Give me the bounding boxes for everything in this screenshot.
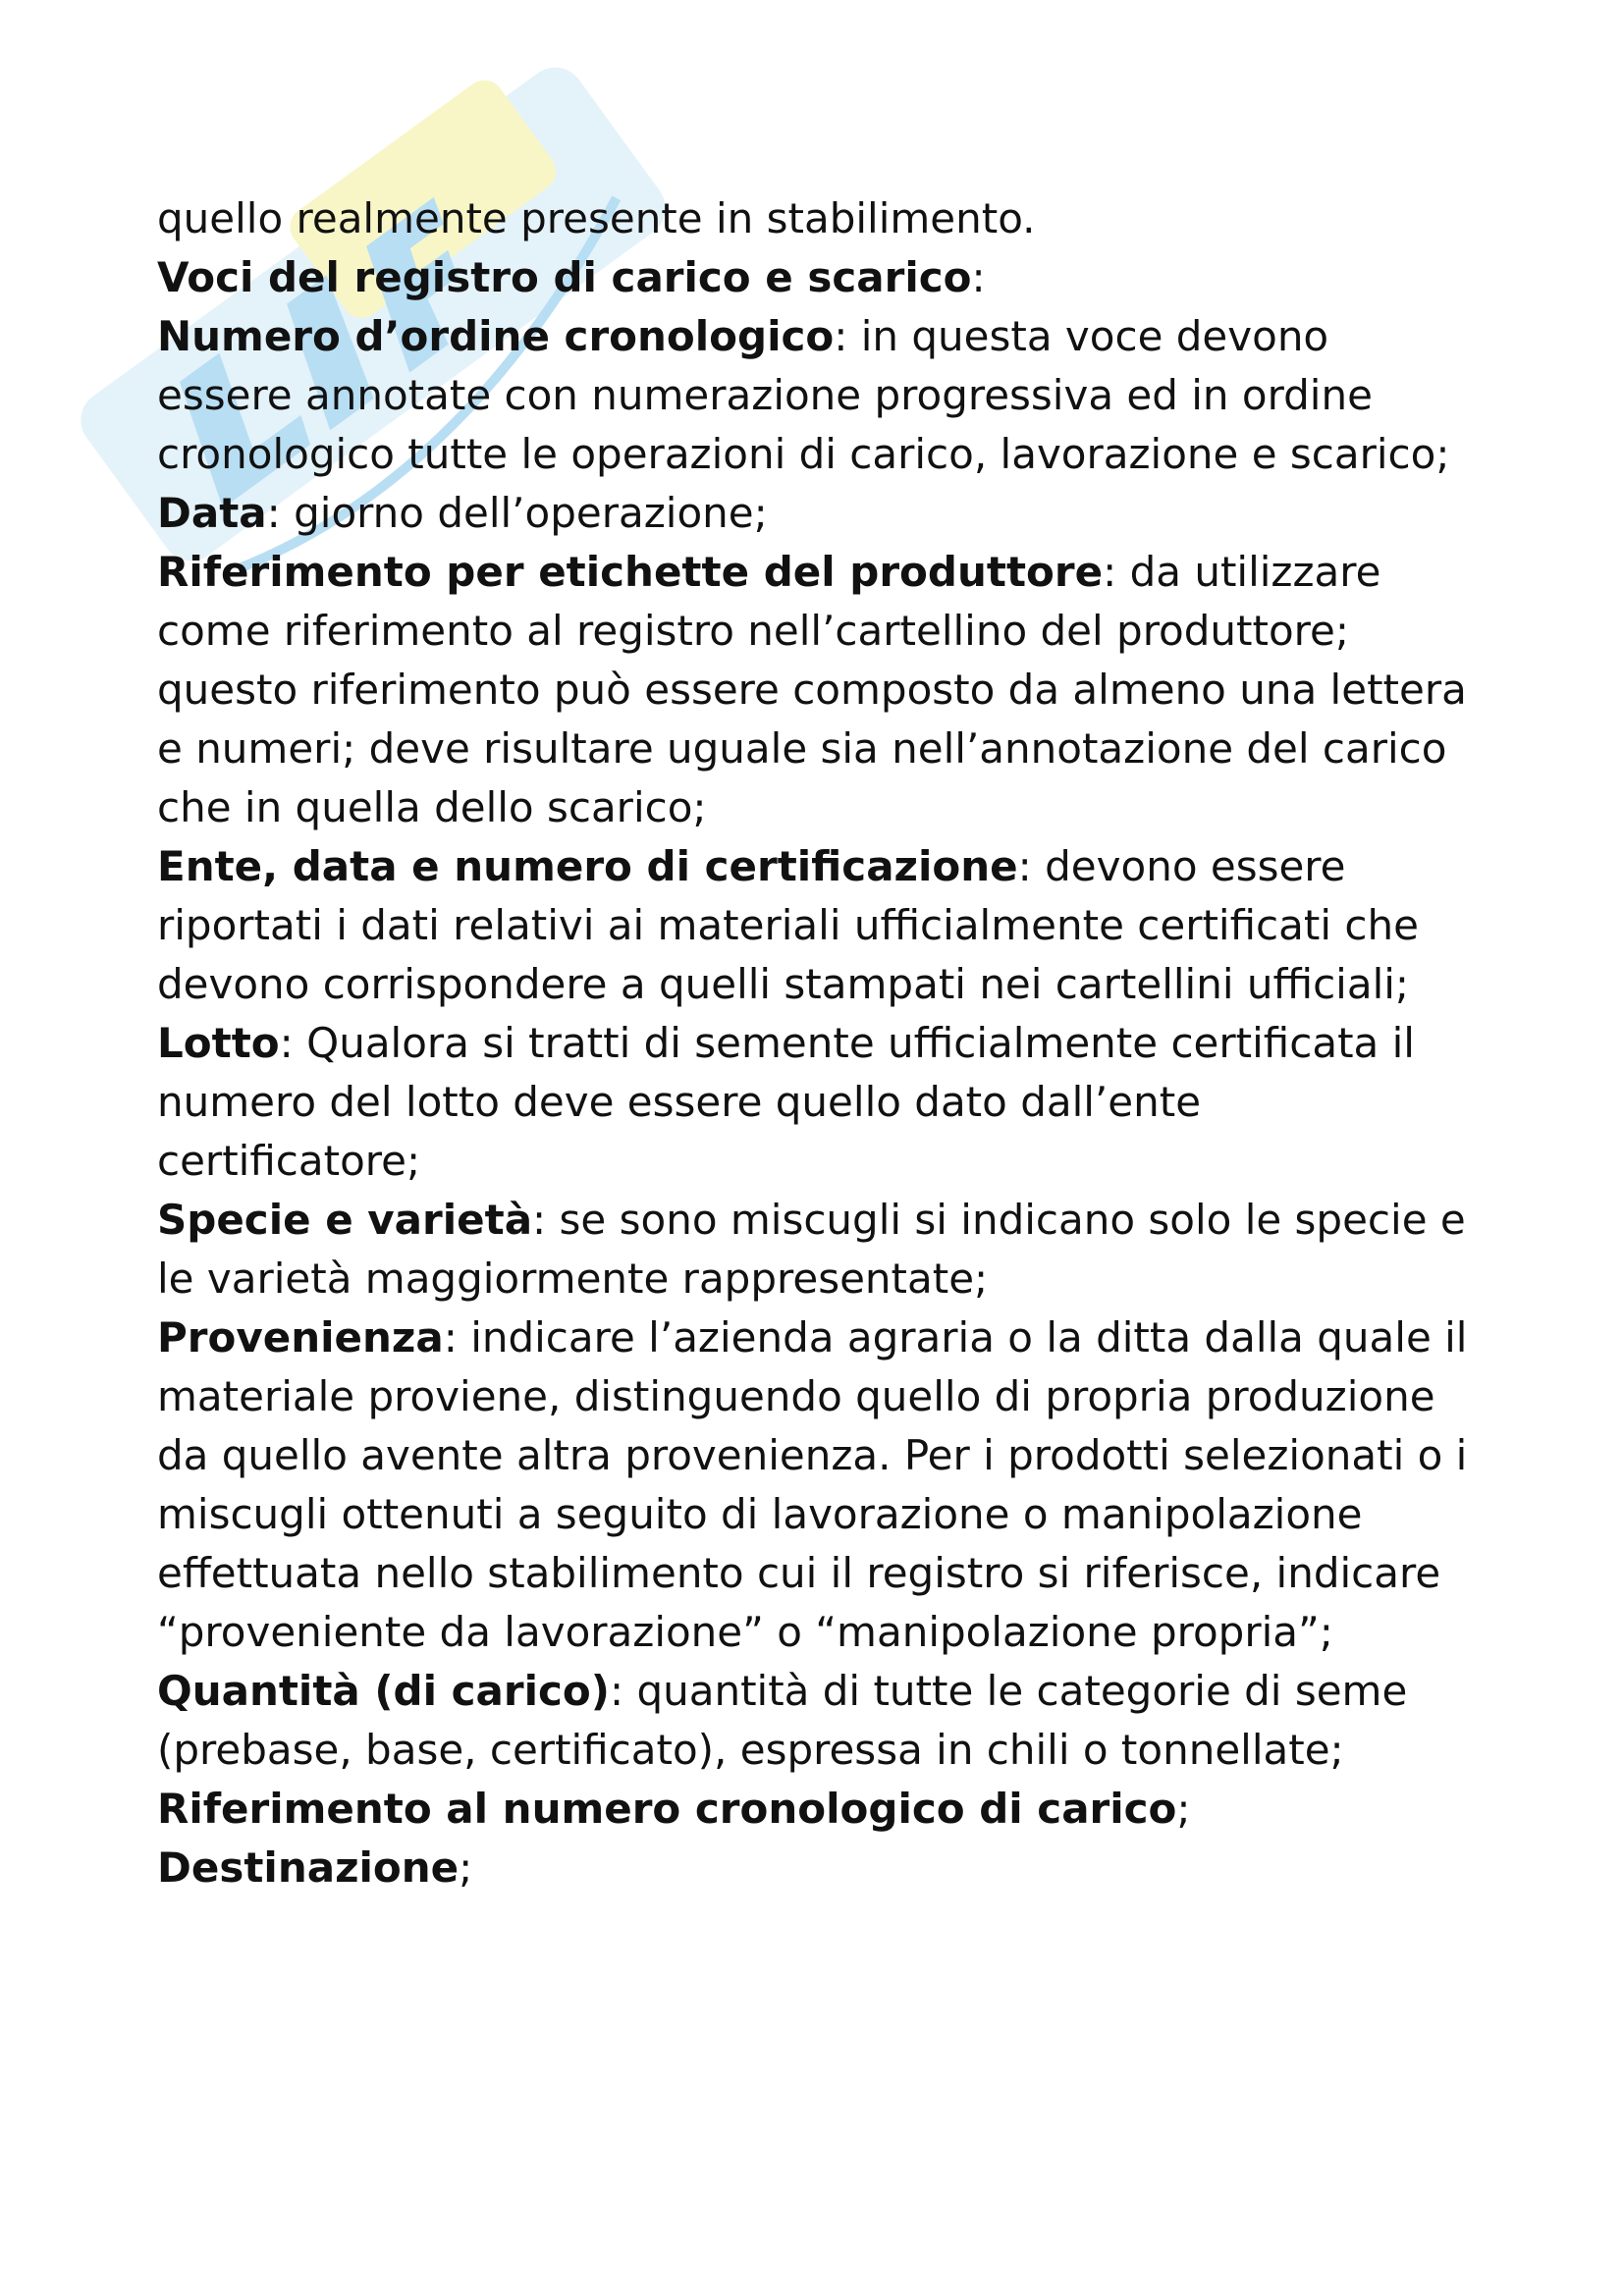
- document-body: [157, 189, 1473, 1897]
- entry-destination: [157, 1839, 1473, 1897]
- entry-text: : se sono miscugli si indicano solo le specie e le varietà maggiormente rappresentate;: [157, 1196, 1466, 1303]
- section-heading-suffix: :: [971, 253, 986, 301]
- entry-text: : Qualora si tratti di semente ufficialmente certificata il numero del lotto deve essere quello dato dall’ente certificatore;: [157, 1019, 1415, 1185]
- section-heading: [157, 248, 1473, 307]
- entry-term: Numero d’ordine cronologico: [157, 312, 835, 360]
- entry-text: : devono essere riportati i dati relativi ai materiali ufficialmente certificati che devono corrispondere a quelli stampati nei cartellini ufficiali;: [157, 842, 1419, 1008]
- entry-text: ;: [459, 1843, 473, 1892]
- intro-line: quello realmente presente in stabilimento.: [157, 194, 1036, 242]
- entry-term: Destinazione: [157, 1843, 460, 1892]
- entry-term: Provenienza: [157, 1313, 444, 1362]
- entry-chronological-number: [157, 307, 1473, 484]
- section-heading-label: Voci del registro di carico e scarico: [157, 253, 972, 301]
- entry-producer-label-reference: [157, 543, 1473, 837]
- entry-lot: [157, 1014, 1473, 1191]
- entry-term: Quantità (di carico): [157, 1667, 610, 1715]
- entry-term: Specie e varietà: [157, 1196, 533, 1244]
- entry-term: Lotto: [157, 1019, 280, 1067]
- entry-text: : giorno dell’operazione;: [266, 489, 768, 537]
- entry-species-variety: [157, 1191, 1473, 1308]
- entry-term: Riferimento per etichette del produttore: [157, 548, 1104, 596]
- entry-text: : quantità di tutte le categorie di seme (prebase, base, certificato), espressa in chili o tonnellate;: [157, 1667, 1408, 1774]
- entry-term: Riferimento al numero cronologico di carico: [157, 1785, 1177, 1833]
- entry-text: ;: [1176, 1785, 1191, 1833]
- entry-certification: [157, 837, 1473, 1014]
- entry-origin: [157, 1308, 1473, 1662]
- entry-date: [157, 484, 1473, 543]
- entry-quantity: [157, 1662, 1473, 1780]
- entry-term: Data: [157, 489, 267, 537]
- entry-text: : da utilizzare come riferimento al registro nell’cartellino del produttore; questo riferimento può essere composto da almeno una lettera e numeri; deve risultare uguale sia nell’annotazione del carico che in quella dello scarico;: [157, 548, 1467, 831]
- entry-term: Ente, data e numero di certificazione: [157, 842, 1018, 890]
- entry-text: : indicare l’azienda agraria o la ditta dalla quale il materiale proviene, distinguendo quello di propria produzione da quello avente altra provenienza. Per i prodotti selezionati o i miscugli ottenuti a seguito di lavorazione o manipolazione effettuata nello stabilimento cui il registro si riferisce, indicare “proveniente da lavorazione” o “manipolazione propria”;: [157, 1313, 1468, 1656]
- entry-text: : in questa voce devono essere annotate con numerazione progressiva ed in ordine cronologico tutte le operazioni di carico, lavorazione e scarico;: [157, 312, 1450, 478]
- entry-chronological-load-reference: [157, 1780, 1473, 1839]
